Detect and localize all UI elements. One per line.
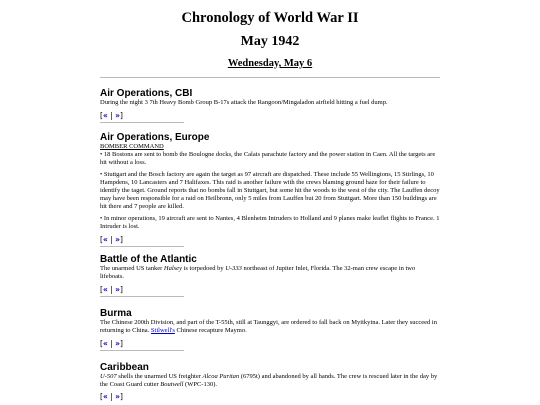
bullet-item: • In minor operations, 19 aircraft are sent to Nantes, 4 Blenheim Intruders to Holland and 9 planes make leaflet flights to France. 1 Intruder is lost.: [100, 215, 440, 230]
nav-close: ]: [119, 392, 123, 401]
nav-open: [: [100, 235, 103, 244]
section-atlantic: [100, 254, 440, 297]
prev-arrow-icon[interactable]: «: [102, 392, 108, 401]
section-heading: Burma: [100, 308, 132, 319]
nav-open: [: [100, 339, 103, 348]
text-run: The unarmed US tanker: [100, 265, 164, 272]
text-run: is torpedoed by: [181, 265, 226, 272]
nav-sep: |: [110, 339, 113, 348]
bullet-item: • 18 Bostons are sent to bomb the Boulogne docks, the Calais parachute factory and the power station in Caen. All the targets are hit without a loss.: [100, 151, 436, 166]
nav-close: ]: [119, 339, 123, 348]
section-cbi: [100, 88, 440, 123]
page-title: Chronology of World War II: [181, 10, 359, 26]
section-text: [100, 319, 440, 335]
prev-arrow-icon[interactable]: «: [102, 285, 108, 294]
subheading-bomber-command: BOMBER COMMAND: [100, 143, 164, 150]
nav-sep: |: [110, 285, 113, 294]
header-divider: [100, 77, 440, 78]
prev-arrow-icon[interactable]: «: [102, 111, 108, 120]
next-arrow-icon[interactable]: »: [115, 285, 120, 294]
next-arrow-icon[interactable]: »: [115, 339, 120, 348]
section-caribbean: [100, 362, 440, 401]
nav-open: [: [100, 285, 103, 294]
month-title: May 1942: [240, 34, 300, 49]
next-arrow-icon[interactable]: »: [115, 392, 120, 401]
section-heading: Caribbean: [100, 362, 149, 373]
section-nav: [100, 285, 440, 294]
section-nav: [100, 339, 440, 348]
nav-open: [: [100, 111, 103, 120]
submarine-name: U-507: [100, 373, 117, 380]
text-run: The Chinese 200th Division, and part of the T-55th, still at Taunggyi, are ordered to fall back on Myitkyina. Later they succeed in returning to China.: [100, 319, 437, 334]
ship-name: Boutwell: [160, 381, 184, 388]
section-text: [100, 373, 440, 389]
day-title: Wednesday, May 6: [227, 58, 313, 69]
section-heading: Battle of the Atlantic: [100, 254, 197, 265]
section-divider: [100, 122, 184, 123]
section-text: [100, 265, 440, 281]
section-heading: Air Operations, CBI: [100, 88, 193, 99]
prev-arrow-icon[interactable]: «: [102, 339, 108, 348]
section-divider: [100, 246, 184, 247]
bullet-item: • Stuttgart and the Bosch factory are again the target as 97 aircraft are dispatched. These include 55 Wellingtons, 15 Stirlings, 10 Hampdens, 10 Lancasters and 7 Halifaxes. This raid is another failure with the crews blaming ground haze for their failure to identify the taget. Ground reports that no bombs fall in Stuttgart, but some hit the woods to the west of the city. The Lauffen decoy may have been responsible for a raid on Heilbronn, only 5 miles from Lauffen but 20 from Stuttgart. More than 150 buildings are hit there and 7 people are killed.: [100, 171, 440, 210]
prev-arrow-icon[interactable]: «: [102, 235, 108, 244]
section-nav: [100, 111, 440, 120]
ship-name: Halsey: [163, 265, 182, 272]
section-divider: [100, 350, 184, 351]
ship-name: Alcoa Puritan: [202, 373, 240, 380]
section-nav: [100, 235, 440, 244]
section-nav: [100, 392, 440, 401]
text-run: northeast of Jupiter Inlet, Florida. The 32-man crew escape in two lifeboats.: [100, 265, 416, 280]
text-run: (WPC-130).: [183, 381, 217, 388]
section-divider: [100, 296, 184, 297]
text-run: Chinese recapture Maymo.: [174, 327, 247, 334]
nav-close: ]: [119, 285, 123, 294]
nav-sep: |: [110, 235, 113, 244]
nav-close: ]: [119, 235, 123, 244]
nav-sep: |: [110, 111, 113, 120]
next-arrow-icon[interactable]: »: [115, 235, 120, 244]
section-burma: [100, 308, 440, 351]
section-text: During the night 3 7th Heavy Bomb Group B-17s attack the Rangoon/Mingaladon airfield hitting a fuel dump.: [100, 99, 388, 106]
text-run: (6795t) and abandoned by all hands. The crew is rescued later in the day by the Coast Guard cutter: [100, 373, 438, 388]
section-heading: Air Operations, Europe: [100, 132, 210, 143]
text-run: shells the unarmed US freighter: [116, 373, 203, 380]
nav-sep: |: [110, 392, 113, 401]
submarine-name: U-333: [225, 265, 242, 272]
nav-close: ]: [119, 111, 123, 120]
nav-open: [: [100, 392, 103, 401]
section-europe: [100, 132, 440, 247]
next-arrow-icon[interactable]: »: [115, 111, 120, 120]
stilwell-link[interactable]: Stilwell's: [150, 327, 175, 334]
